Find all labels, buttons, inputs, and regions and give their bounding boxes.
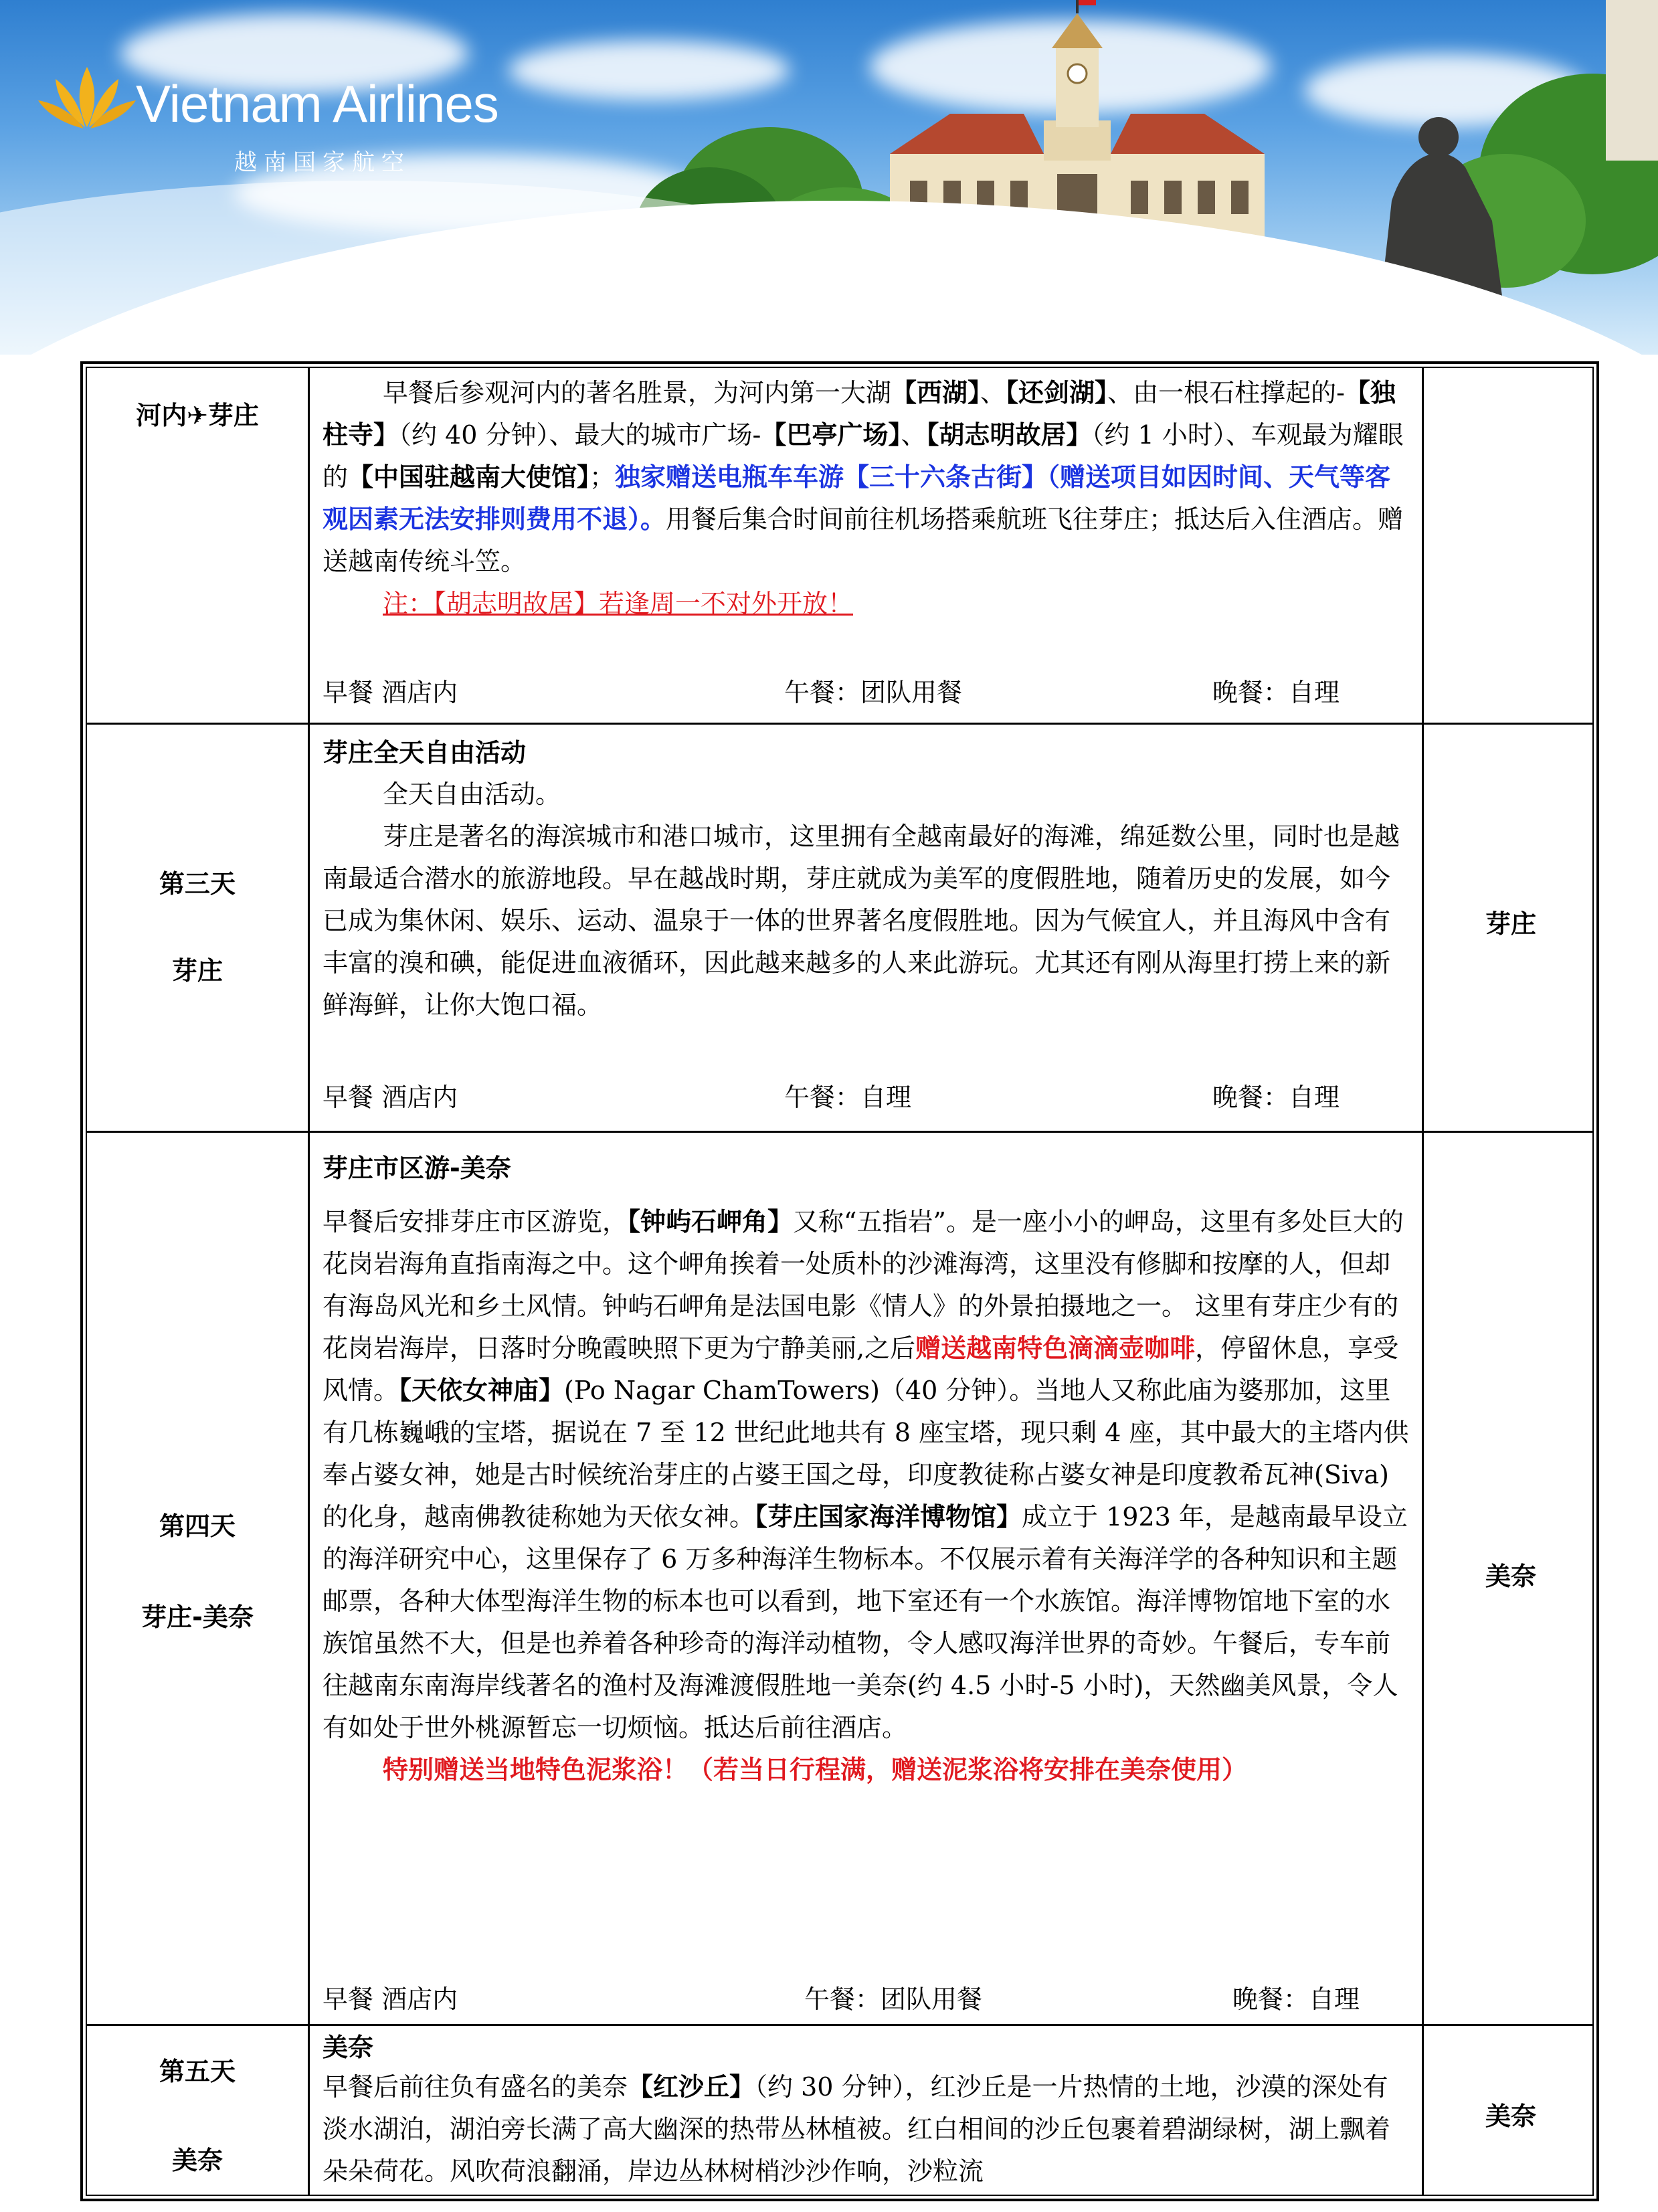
notice-text: 注：【胡志明故居】若逢周一不对外开放！	[383, 589, 854, 618]
column-divider	[308, 368, 310, 2195]
meals-row	[323, 1979, 1412, 2019]
brand-name: Vietnam Airlines	[136, 74, 498, 133]
day-title: 芽庄市区游-美奈	[323, 1154, 511, 1183]
brand-subtitle: 越南国家航空	[234, 149, 411, 176]
day-location: 芽庄	[171, 956, 223, 986]
day-description: 美奈 早餐后前往负有盛名的美奈【红沙丘】（约 30 分钟），红沙丘是一片热情的土地，沙漠的深处有淡水湖泊，湖泊旁长满了高大幽深的热带丛林植被。红白相间的沙丘包裹着碧湖绿树，湖上飘着朵朵荷花。风吹荷浪翻涌，岸边丛林树梢沙沙作响，沙粒流	[323, 2029, 1412, 2193]
breakfast-info: 早餐 酒店内	[323, 1083, 458, 1112]
lunch-info: 午餐：自理	[784, 1083, 912, 1112]
day-title: 美奈	[323, 2033, 374, 2062]
day-label: 第四天	[159, 1511, 236, 1541]
lotus-icon	[37, 60, 137, 134]
row-divider	[87, 2024, 1592, 2026]
day-location: 美奈	[171, 2146, 223, 2175]
dinner-info: 晚餐：自理	[1232, 1985, 1360, 2014]
dinner-info: 晚餐：自理	[1212, 1083, 1340, 1112]
lunch-info: 午餐：团队用餐	[784, 678, 963, 707]
overnight-city: 美奈	[1485, 2102, 1536, 2131]
overnight-city: 芽庄	[1485, 909, 1536, 939]
column-divider	[1422, 368, 1424, 2195]
header-banner	[0, 0, 1658, 355]
day-location: 芽庄-美奈	[141, 1602, 254, 1632]
day-description: 芽庄市区游-美奈 早餐后安排芽庄市区游览，【钟屿石岬角】又称“五指岩”。是一座小小的岬岛，这里有多处巨大的花岗岩海角直指南海之中。这个岬角挨着一处质朴的沙滩海湾，这里没有修脚和按摩的人，但却有海岛风光和乡土风情。钟屿石岬角是法国电影《情人》的外景拍摄地之一。 这里有芽庄少有的花岗岩海岸，日落时分晚霞映照下更为宁静美丽,之后赠送越南特色滴滴壶咖啡，停留休息，享受风情。【天依女神庙】(Po Nagar ChamTowers)（40 分钟）。当地人又称此庙为婆那加，这里有几栋巍峨的宝塔，据说在 7 至 12 世纪此地共有 8 座宝塔，现只剩 4 座，其中最大的主塔内供奉占婆女神，她是古时候统治芽庄的占婆王国之母，印度教徒称占婆女神是印度教希瓦神(Siva)的化身，越南佛教徒称她为天依女神。【芽庄国家海洋博物馆】成立于 1923 年，是越南最早设立的海洋研究中心，这里保存了 6 万多种海洋生物标本。不仅展示着有关海洋学的各种知识和主题邮票，各种大体型海洋生物的标本也可以看到，地下室还有一个水族馆。海洋博物馆地下室的水族馆虽然不大，但是也养着各种珍奇的海洋动植物，令人感叹海洋世界的奇妙。午餐后，专车前往越南东南海岸线著名的渔村及海滩渡假胜地一美奈(约 4.5 小时-5 小时)，天然幽美风景，令人有如处于世外桃源暂忘一切烦恼。抵达后前往酒店。 特别赠送当地特色泥浆浴！（若当日行程满，赠送泥浆浴将安排在美奈使用）	[323, 1147, 1412, 1791]
overnight-city: 美奈	[1485, 1562, 1536, 1591]
itinerary-table	[80, 361, 1599, 2201]
breakfast-info: 早餐 酒店内	[323, 678, 458, 707]
lunch-info: 午餐：团队用餐	[804, 1985, 983, 2014]
day-label: 河内✈芽庄	[136, 401, 259, 430]
day-label: 第三天	[159, 869, 236, 899]
dinner-info: 晚餐：自理	[1212, 678, 1340, 707]
row-divider	[87, 723, 1592, 725]
meals-row	[323, 1077, 1412, 1117]
row-divider	[87, 1131, 1592, 1133]
day-description: 早餐后参观河内的著名胜景，为河内第一大湖【西湖】、【还剑湖】、由一根石柱撑起的-【独柱寺】（约 40 分钟）、最大的城市广场-【巴亭广场】、【胡志明故居】（约 1 小时）、车观最为耀眼的【中国驻越南大使馆】；独家赠送电瓶车车游【三十六条古街】（赠送项目如因时间、天气等客观因素无法安排则费用不退）。用餐后集合时间前往机场搭乘航班飞往芽庄；抵达后入住酒店。赠送越南传统斗笠。 注：【胡志明故居】若逢周一不对外开放！	[323, 378, 1404, 618]
meals-row	[323, 672, 1412, 713]
day-description: 芽庄全天自由活动 全天自由活动。 芽庄是著名的海滨城市和港口城市，这里拥有全越南最好的海滩，绵延数公里，同时也是越南最适合潜水的旅游地段。早在越战时期，芽庄就成为美军的度假胜地，随着历史的发展，如今已成为集休闲、娱乐、运动、温泉于一体的世界著名度假胜地。因为气候宜人，并且海风中含有丰富的溴和碘，能促进血液循环，因此越来越多的人来此游玩。尤其还有刚从海里打捞上来的新鲜海鲜，让你大饱口福。	[323, 732, 1412, 1026]
day-title: 芽庄全天自由活动	[323, 738, 527, 767]
day-label: 第五天	[159, 2057, 236, 2086]
breakfast-info: 早餐 酒店内	[323, 1985, 458, 2014]
special-offer: 特别赠送当地特色泥浆浴！（若当日行程满，赠送泥浆浴将安排在美奈使用）	[383, 1755, 1248, 1784]
